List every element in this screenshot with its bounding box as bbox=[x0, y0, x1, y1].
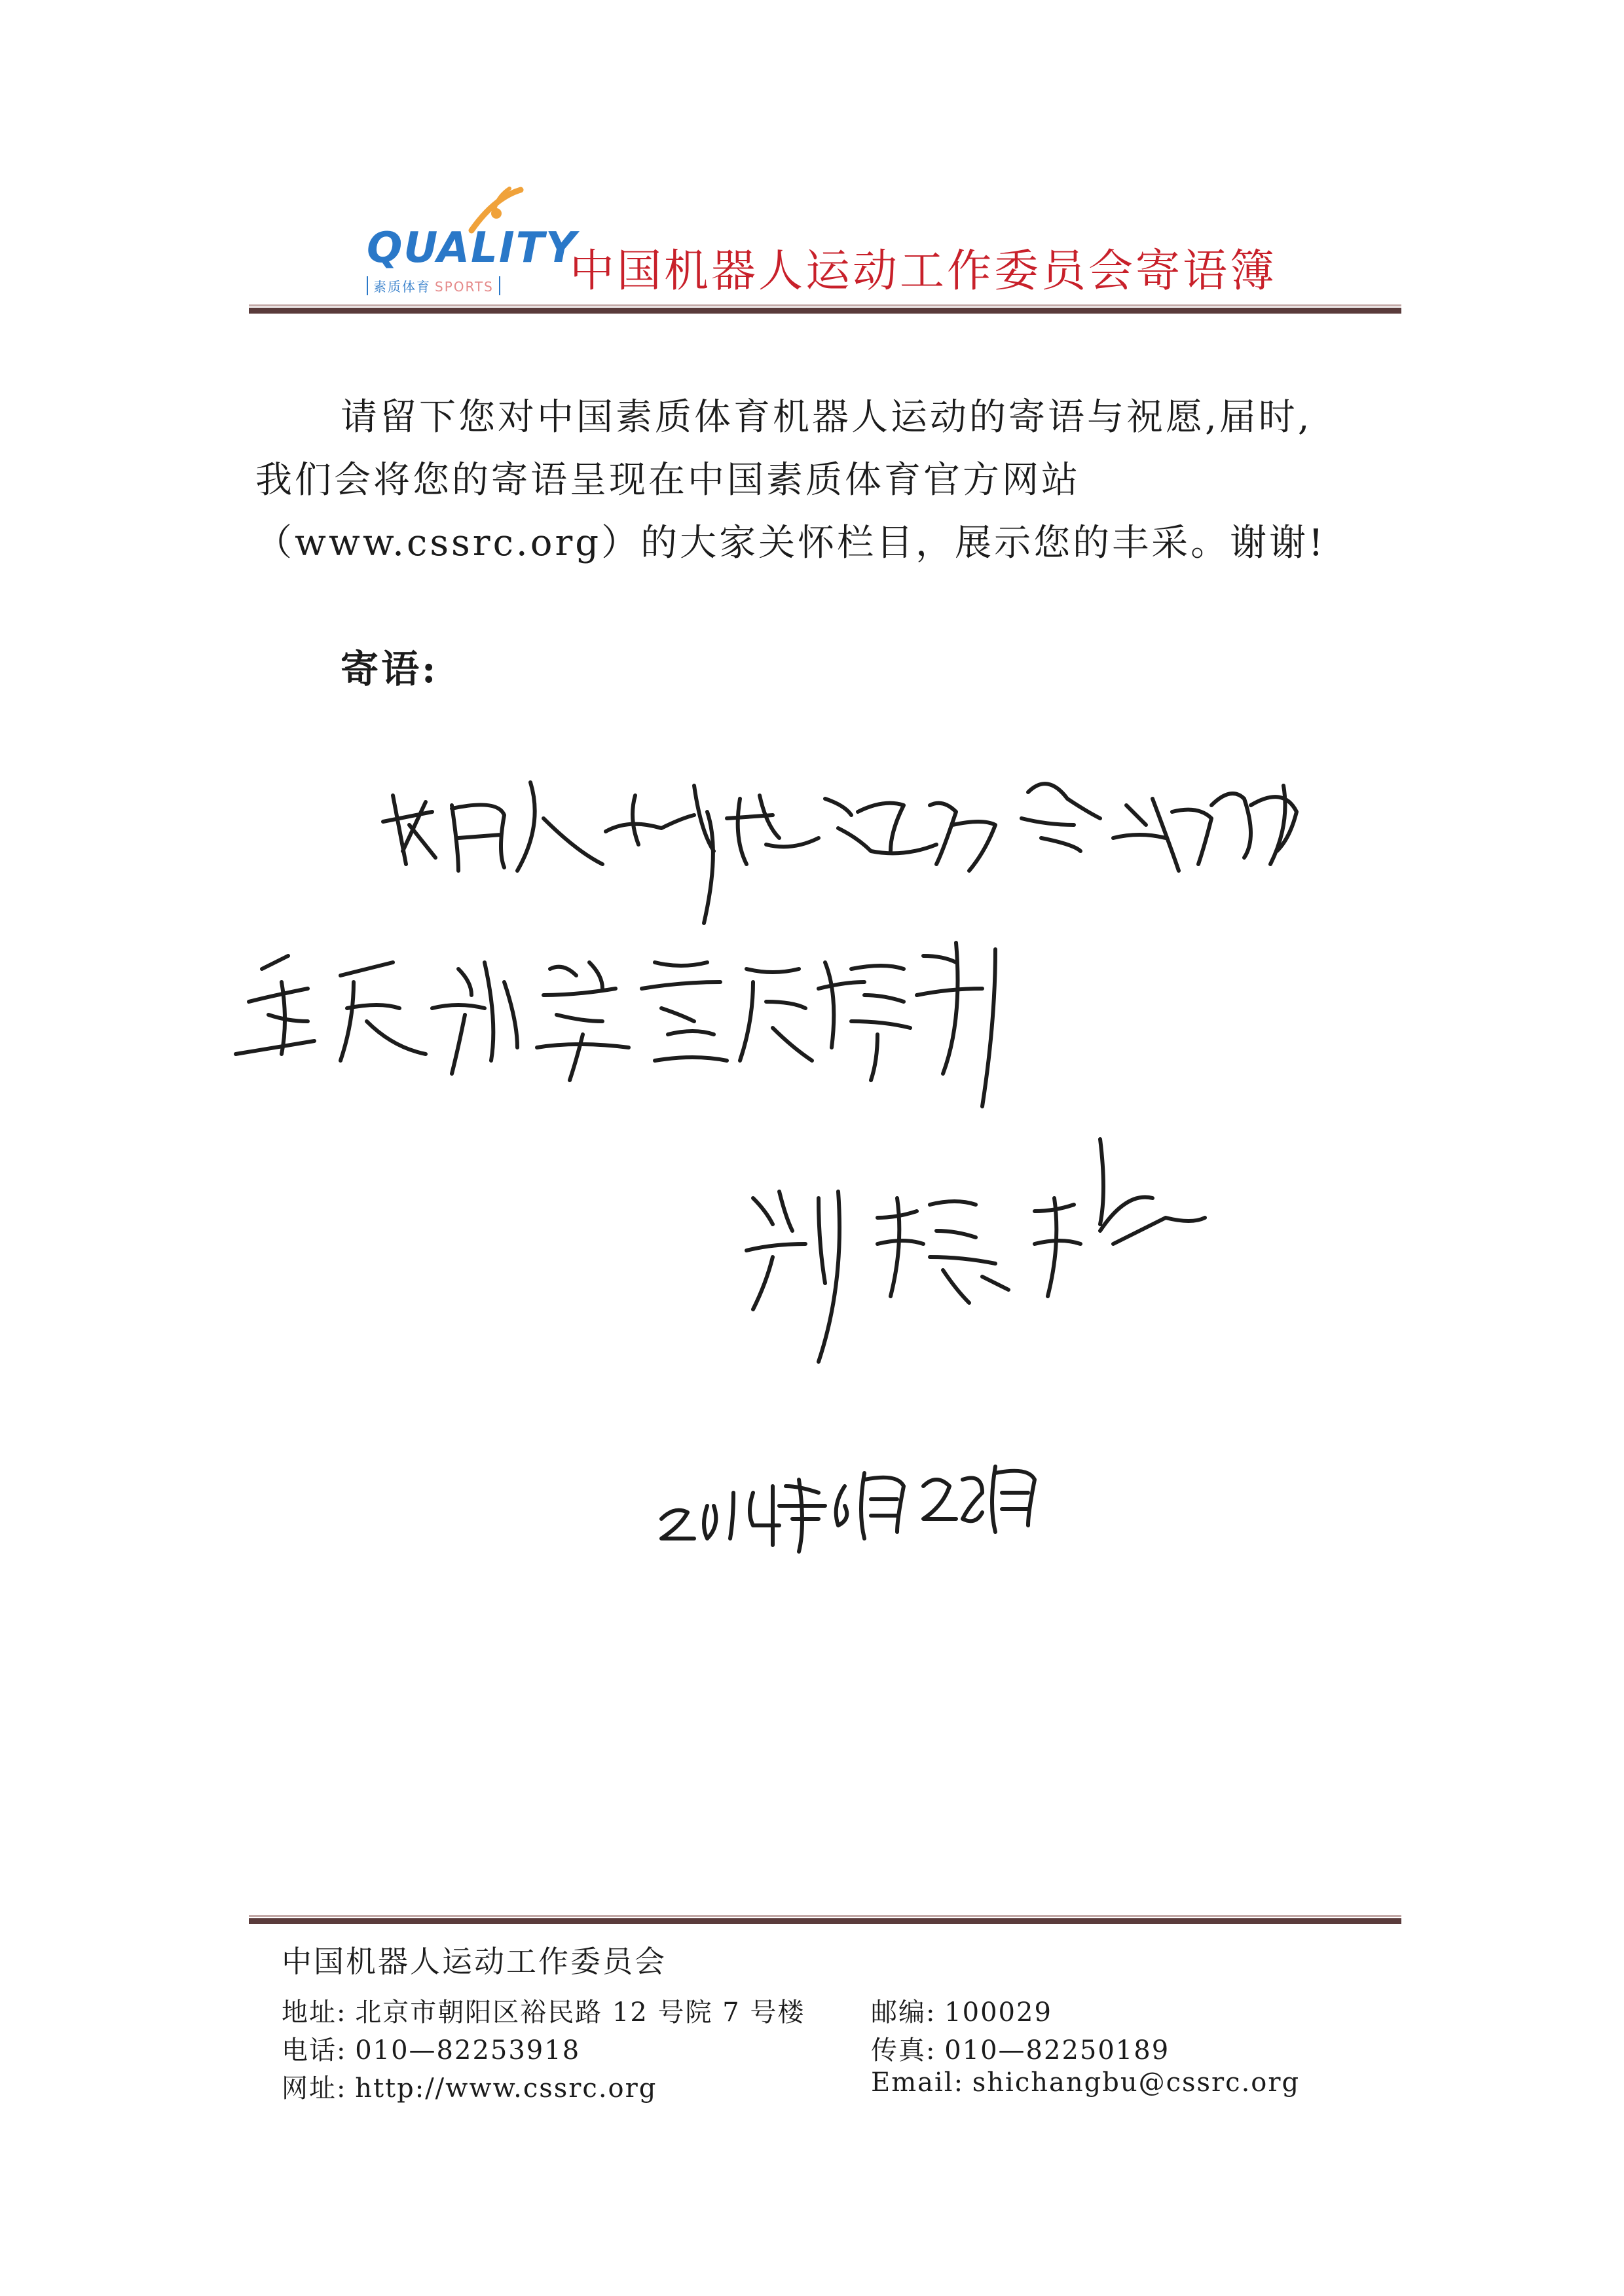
logo-sub-en: SPORTS bbox=[435, 279, 494, 295]
intro-line-2: 我们会将您的寄语呈现在中国素质体育官方网站 bbox=[255, 459, 1080, 501]
footer bbox=[282, 1938, 1395, 2105]
handwritten-line-2 bbox=[236, 943, 995, 1106]
address-value: 北京市朝阳区裕民路 12 号院 7 号楼 bbox=[355, 1997, 805, 2028]
header-divider bbox=[249, 304, 1401, 314]
signature bbox=[747, 1139, 1205, 1362]
logo-wordmark: QUALITY bbox=[367, 224, 578, 272]
logo-subtitle bbox=[367, 276, 500, 295]
postcode-value: 100029 bbox=[944, 1997, 1052, 2028]
phone-value: 010—82253918 bbox=[355, 2035, 581, 2066]
website-label: 网址: bbox=[282, 2073, 347, 2104]
email-label: Email: bbox=[871, 2068, 965, 2098]
website-link[interactable]: http://www.cssrc.org bbox=[355, 2073, 657, 2104]
fax-value: 010—82250189 bbox=[944, 2035, 1170, 2066]
intro-line-3: （www.cssrc.org）的大家关怀栏目，展示您的丰采。谢谢! bbox=[255, 522, 1326, 564]
page-title: 中国机器人运动工作委员会寄语簿 bbox=[570, 246, 1278, 297]
handwritten-line-1 bbox=[383, 782, 1297, 923]
intro-paragraph bbox=[255, 386, 1408, 575]
footer-row-address bbox=[282, 1992, 1395, 2030]
email-link[interactable]: shichangbu@cssrc.org bbox=[972, 2068, 1301, 2098]
handwritten-date bbox=[661, 1467, 1035, 1552]
footer-divider bbox=[249, 1915, 1401, 1924]
footer-organization: 中国机器人运动工作委员会 bbox=[282, 1944, 667, 1979]
logo-sub-cn: 素质体育 bbox=[373, 279, 431, 295]
phone-label: 电话: bbox=[282, 2035, 347, 2066]
message-label: 寄语: bbox=[341, 647, 439, 691]
address-label: 地址: bbox=[282, 1997, 347, 2028]
postcode-label: 邮编: bbox=[871, 1997, 936, 2028]
fax-label: 传真: bbox=[871, 2035, 936, 2066]
footer-row-phone bbox=[282, 2030, 1395, 2068]
footer-row-web bbox=[282, 2068, 1395, 2105]
intro-line-1: 请留下您对中国素质体育机器人运动的寄语与祝愿,届时, bbox=[341, 396, 1312, 439]
